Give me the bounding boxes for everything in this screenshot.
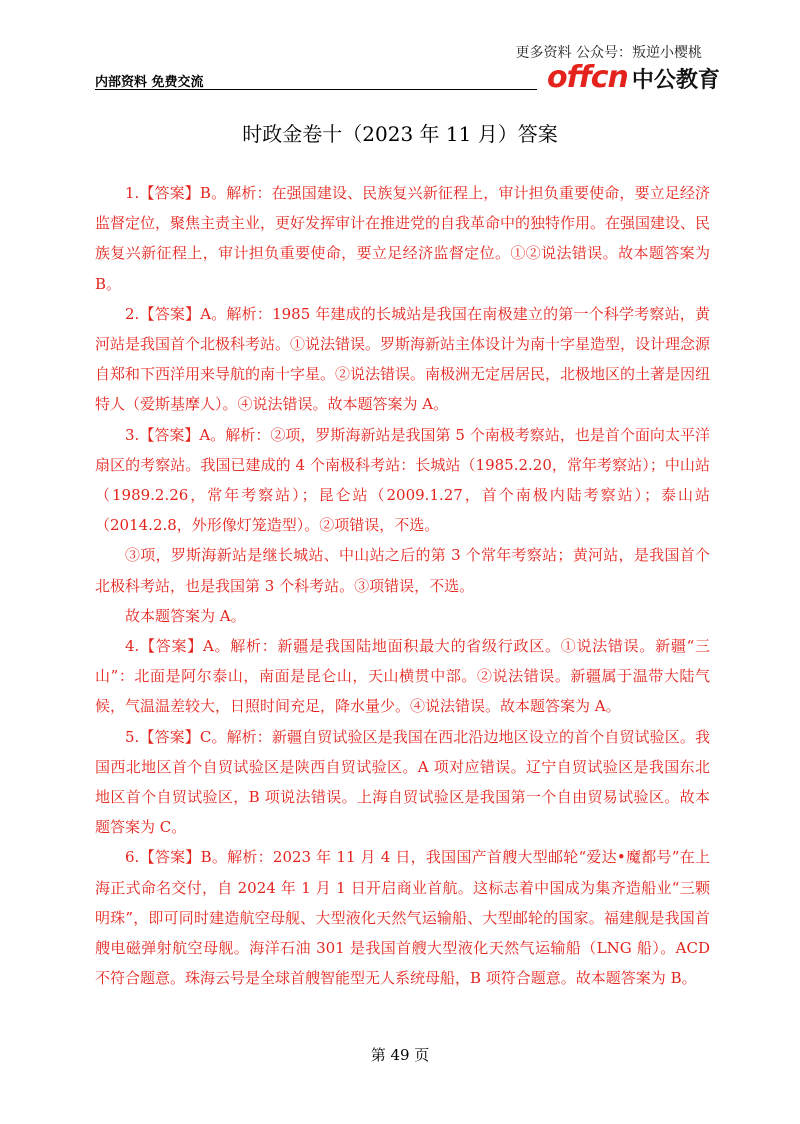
top-note: 更多资料 公众号：叛逆小樱桃 — [515, 45, 702, 61]
answer-content — [95, 178, 710, 993]
logo-chinese: 中公教育 — [631, 68, 720, 93]
answer-paragraph-5: 5.【答案】C。解析：新疆自贸试验区是我国在西北沿边地区设立的首个自贸试验区。我国西北地区首个自贸试验区是陕西自贸试验区。A 项对应错误。辽宁自贸试验区是我国东北地区首个自贸试验区，B 项说法错误。上海自贸试验区是我国第一个自由贸易试验区。故本题答案为 C。 — [95, 727, 710, 837]
answer-paragraph-2: 2.【答案】A。解析：1985 年建成的长城站是我国在南极建立的第一个科学考察站，黄河站是我国首个北极科考站。①说法错误。罗斯海新站主体设计为南十字星造型，设计理念源自郑和下西洋用来导航的南十字星。②说法错误。南极洲无定居居民，北极地区的土著是因纽特人（爱斯基摩人）。④说法错误。故本题答案为 A。 — [95, 304, 711, 414]
header-label: 内部资料 免费交流 — [95, 75, 204, 90]
answer-paragraph-4: 4.【答案】A。解析：新疆是我国陆地面积最大的省级行政区。①说法错误。新疆“三山”：北面是阿尔泰山，南面是昆仑山，天山横贯中部。②说法错误。新疆属于温带大陆气候，气温温差较大，日照时间充足，降水量少。④说法错误。故本题答案为 A。 — [95, 637, 710, 716]
answer-paragraph-3-conclusion: 故本题答案为 A。 — [125, 606, 246, 625]
answer-paragraph-6: 6.【答案】B。解析：2023 年 11 月 4 日，我国国产首艘大型邮轮“爱达•魔都号”在上海正式命名交付，自 2024 年 1 月 1 日开启商业首航。这标志着中国成为集齐造船业“三颗明珠”，即可同时建造航空母舰、大型液化天然气运输船、大型邮轮的国家。福建舰是我国首艘电磁弹射航空母舰。海洋石油 301 是我国首艘大型液化天然气运输船（LNG 船）。ACD 不符合题意。珠海云号是全球首艘智能型无人系统母船，B 项符合题意。故本题答案为 B。 — [95, 848, 710, 988]
logo-wordmark: offcn — [547, 60, 628, 95]
header-divider — [95, 89, 537, 90]
document-title: 时政金卷十（2023 年 11 月）答案 — [242, 122, 558, 146]
answer-paragraph-1: 1.【答案】B。解析：在强国建设、民族复兴新征程上，审计担负重要使命，要立足经济监督定位，聚焦主责主业，更好发挥审计在推进党的自我革命中的独特作用。在强国建设、民族复兴新征程上，审计担负重要使命，要立足经济监督定位。①②说法错误。故本题答案为 B。 — [95, 184, 711, 293]
offcn-logo — [547, 60, 720, 95]
answer-paragraph-3: 3.【答案】A。解析：②项，罗斯海新站是我国第 5 个南极考察站，也是首个面向太平洋扇区的考察站。我国已建成的 4 个南极科考站：长城站（1985.2.20，常年考察站）；中山站（1989.2.26，常年考察站）；昆仑站（2009.1.27，首个南极内陆考察站）；泰山站（2014.2.8，外形像灯笼造型）。②项错误，不选。 — [95, 425, 710, 535]
answer-paragraph-3-continued: ③项，罗斯海新站是继长城站、中山站之后的第 3 个常年考察站；黄河站，是我国首个北极科考站，也是我国第 3 个科考站。③项错误，不选。 — [95, 546, 710, 595]
page-number: 第 49 页 — [370, 1046, 430, 1064]
